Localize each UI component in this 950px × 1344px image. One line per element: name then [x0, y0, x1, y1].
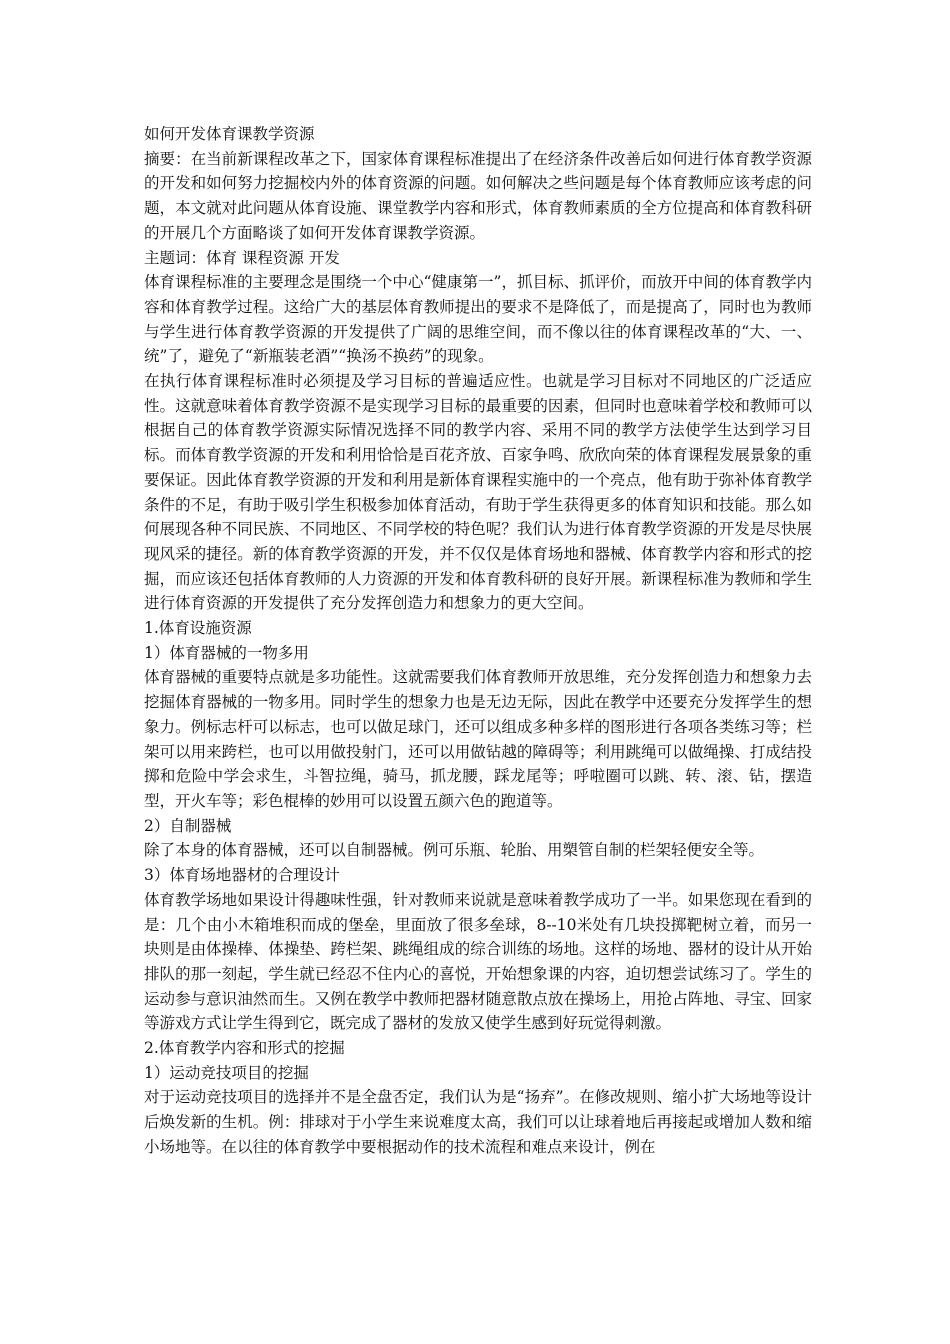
subsection-heading: 1）体育器械的一物多用 [144, 643, 309, 662]
body-paragraph: 体育器械的重要特点就是多功能性。这就需要我们体育教师开放思维，充分发挥创造力和想象力去挖掘体育器械的一物多用。同时学生的想象力也是无边无际，因此在教学中还要充分发挥学生的想象力。例标志杆可以标志，也可以做足球门，还可以组成多种多样的图形进行各项各类练习等；栏架可以用来跨栏，也可以用做投射门，还可以用做钻越的障碍等；利用跳绳可以做绳操、打成结投掷和危险中学会求生，斗智拉绳，骑马，抓龙腰，踩龙尾等；呼啦圈可以跳、转、滚、钻，摆造型，开火车等；彩色棍棒的妙用可以设置五颜六色的跑道等。 [144, 668, 812, 810]
body-paragraph: 除了本身的体育器械，还可以自制器械。例可乐瓶、轮胎、用槊管自制的栏架轻便安全等。 [144, 841, 765, 860]
section-heading: 2.体育教学内容和形式的挖掘 [144, 1039, 345, 1058]
subsection-heading: 1）运动竞技项目的挖掘 [144, 1063, 309, 1082]
section-heading: 1.体育设施资源 [144, 619, 252, 638]
body-paragraph: 体育教学场地如果设计得趣味性强，针对教师来说就是意味着教学成功了一半。如果您现在看到的是：几个由小木箱堆积而成的堡垒，里面放了很多垒球，8--10米处有几块投掷靶树立着，而另一块则是由体操棒、体操垫、跨栏架、跳绳组成的综合训练的场地。这样的场地、器材的设计从开始排队的那一刻起，学生就已经忍不住内心的喜悦，开始想象课的内容，迫切想尝试练习了。学生的运动参与意识油然而生。又例在教学中教师把器材随意散点放在操场上，用抢占阵地、寻宝、回家等游戏方式让学生得到它，既完成了器材的发放又使学生感到好玩觉得刺激。 [144, 890, 812, 1033]
body-paragraph: 体育课程标准的主要理念是围绕一个中心“健康第一”，抓目标、抓评价，而放开中间的体育教学内容和体育教学过程。这给广大的基层体育教师提出的要求不是降低了，而是提高了，同时也为教师与学生进行体育教学资源的开发提供了广阔的思维空间，而不像以往的体育课程改革的“大、一、统”了，避免了“新瓶装老酒”“换汤不换药”的现象。 [144, 273, 812, 366]
subsection-heading: 2）自制器械 [144, 816, 232, 835]
keywords-line: 主题词：体育 课程资源 开发 [144, 248, 340, 267]
body-paragraph: 在执行体育课程标准时必须提及学习目标的普遍适应性。也就是学习目标对不同地区的广泛适应性。这就意味着体育教学资源不是实现学习目标的最重要的因素，但同时也意味着学校和教师可以根据自己的体育教学资源实际情况选择不同的教学内容、采用不同的教学方法使学生达到学习目标。而体育教学资源的开发和利用恰恰是百花齐放、百家争鸣、欣欣向荣的体育课程发展景象的重要保证。因此体育教学资源的开发和利用是新体育课程实施中的一个亮点，他有助于弥补体育教学条件的不足，有助于吸引学生积极参加体育活动，有助于学生获得更多的体育知识和技能。那么如何展现各种不同民族、不同地区、不同学校的特色呢？我们认为进行体育教学资源的开发是尽快展现风采的捷径。新的体育教学资源的开发，并不仅仅是体育场地和器械、体育教学内容和形式的挖掘，而应该还包括体育教师的人力资源的开发和体育教科研的良好开展。新课程标准为教师和学生进行体育资源的开发提供了充分发挥创造力和想象力的更大空间。 [144, 372, 812, 613]
body-paragraph: 对于运动竞技项目的选择并不是全盘否定，我们认为是“扬弃”。在修改规则、缩小扩大场地等设计后焕发新的生机。例：排球对于小学生来说难度太高，我们可以让球着地后再接起或增加人数和缩小场地等。在以往的体育教学中要根据动作的技术流程和难点来设计，例在 [144, 1088, 812, 1156]
document-title: 如何开发体育课教学资源 [144, 125, 315, 143]
document-page [144, 122, 812, 1160]
abstract-paragraph: 摘要：在当前新课程改革之下，国家体育课程标准提出了在经济条件改善后如何进行体育教学资源的开发和如何努力挖掘校内外的体育资源的问题。如何解决之些问题是每个体育教师应该考虑的问题，本文就对此问题从体育设施、课堂教学内容和形式，体育教师素质的全方位提高和体育教科研的开展几个方面略谈了如何开发体育课教学资源。 [144, 149, 812, 242]
subsection-heading: 3）体育场地器材的合理设计 [144, 866, 340, 885]
